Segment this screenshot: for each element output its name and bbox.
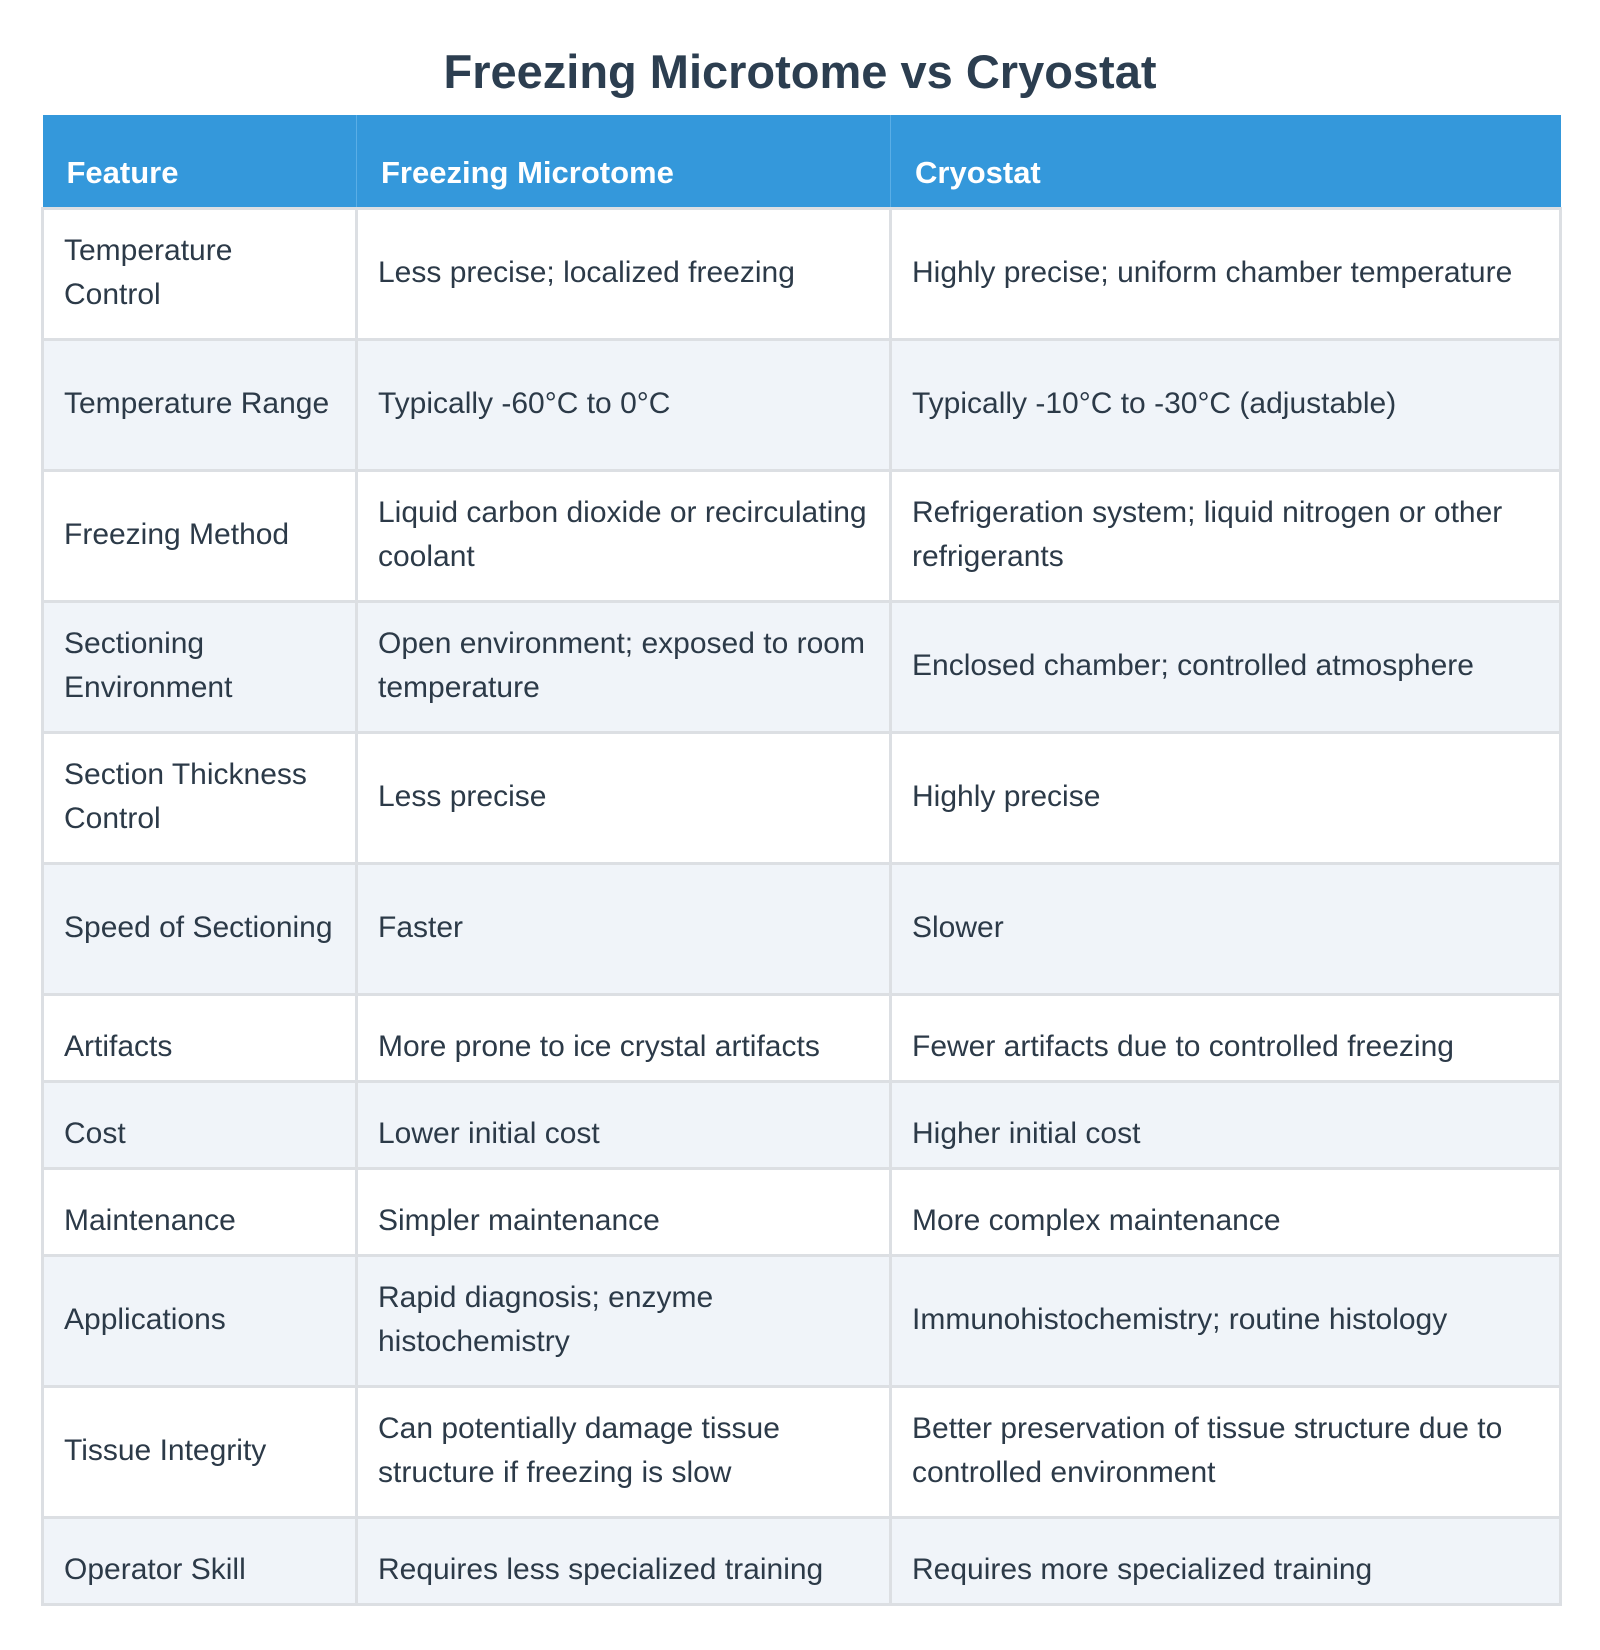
table-row	[43, 732, 1561, 863]
feature-cell: Sectioning Environment	[43, 601, 357, 732]
cryostat-cell: Fewer artifacts due to controlled freezing	[891, 994, 1561, 1081]
comparison-table	[41, 115, 1562, 1606]
feature-cell: Artifacts	[43, 994, 357, 1081]
cryostat-cell: Better preservation of tissue structure due to controlled environment	[891, 1386, 1561, 1517]
table-row	[43, 1386, 1561, 1517]
microtome-cell: Open environment; exposed to room temperature	[357, 601, 891, 732]
feature-cell: Freezing Method	[43, 470, 357, 601]
table-row	[43, 470, 1561, 601]
microtome-cell: Faster	[357, 863, 891, 994]
microtome-cell: Liquid carbon dioxide or recirculating coolant	[357, 470, 891, 601]
feature-cell: Temperature Range	[43, 339, 357, 470]
table-row	[43, 601, 1561, 732]
feature-cell: Maintenance	[43, 1168, 357, 1255]
microtome-cell: Simpler maintenance	[357, 1168, 891, 1255]
feature-cell: Speed of Sectioning	[43, 863, 357, 994]
cryostat-cell: Typically -10°C to -30°C (adjustable)	[891, 339, 1561, 470]
table-row	[43, 1255, 1561, 1386]
microtome-cell: Less precise; localized freezing	[357, 208, 891, 339]
cryostat-cell: Requires more specialized training	[891, 1517, 1561, 1604]
cryostat-cell: Slower	[891, 863, 1561, 994]
table-row	[43, 1168, 1561, 1255]
table-row	[43, 208, 1561, 339]
feature-cell: Tissue Integrity	[43, 1386, 357, 1517]
table-header-row	[43, 115, 1561, 208]
cryostat-cell: Refrigeration system; liquid nitrogen or other refrigerants	[891, 470, 1561, 601]
feature-cell: Applications	[43, 1255, 357, 1386]
feature-cell: Section Thickness Control	[43, 732, 357, 863]
header-cryostat: Cryostat	[891, 115, 1561, 208]
feature-cell: Temperature Control	[43, 208, 357, 339]
microtome-cell: Lower initial cost	[357, 1081, 891, 1168]
cryostat-cell: More complex maintenance	[891, 1168, 1561, 1255]
microtome-cell: Requires less specialized training	[357, 1517, 891, 1604]
microtome-cell: Less precise	[357, 732, 891, 863]
table-row	[43, 994, 1561, 1081]
cryostat-cell: Highly precise; uniform chamber temperature	[891, 208, 1561, 339]
table-row	[43, 1517, 1561, 1604]
feature-cell: Cost	[43, 1081, 357, 1168]
feature-cell: Operator Skill	[43, 1517, 357, 1604]
table-row	[43, 863, 1561, 994]
microtome-cell: Can potentially damage tissue structure if freezing is slow	[357, 1386, 891, 1517]
microtome-cell: Typically -60°C to 0°C	[357, 339, 891, 470]
cryostat-cell: Higher initial cost	[891, 1081, 1561, 1168]
cryostat-cell: Immunohistochemistry; routine histology	[891, 1255, 1561, 1386]
table-row	[43, 1081, 1561, 1168]
cryostat-cell: Enclosed chamber; controlled atmosphere	[891, 601, 1561, 732]
header-freezing-microtome: Freezing Microtome	[357, 115, 891, 208]
header-feature: Feature	[43, 115, 357, 208]
cryostat-cell: Highly precise	[891, 732, 1561, 863]
page-title: Freezing Microtome vs Cryostat	[443, 45, 1157, 98]
microtome-cell: Rapid diagnosis; enzyme histochemistry	[357, 1255, 891, 1386]
table-row	[43, 339, 1561, 470]
microtome-cell: More prone to ice crystal artifacts	[357, 994, 891, 1081]
